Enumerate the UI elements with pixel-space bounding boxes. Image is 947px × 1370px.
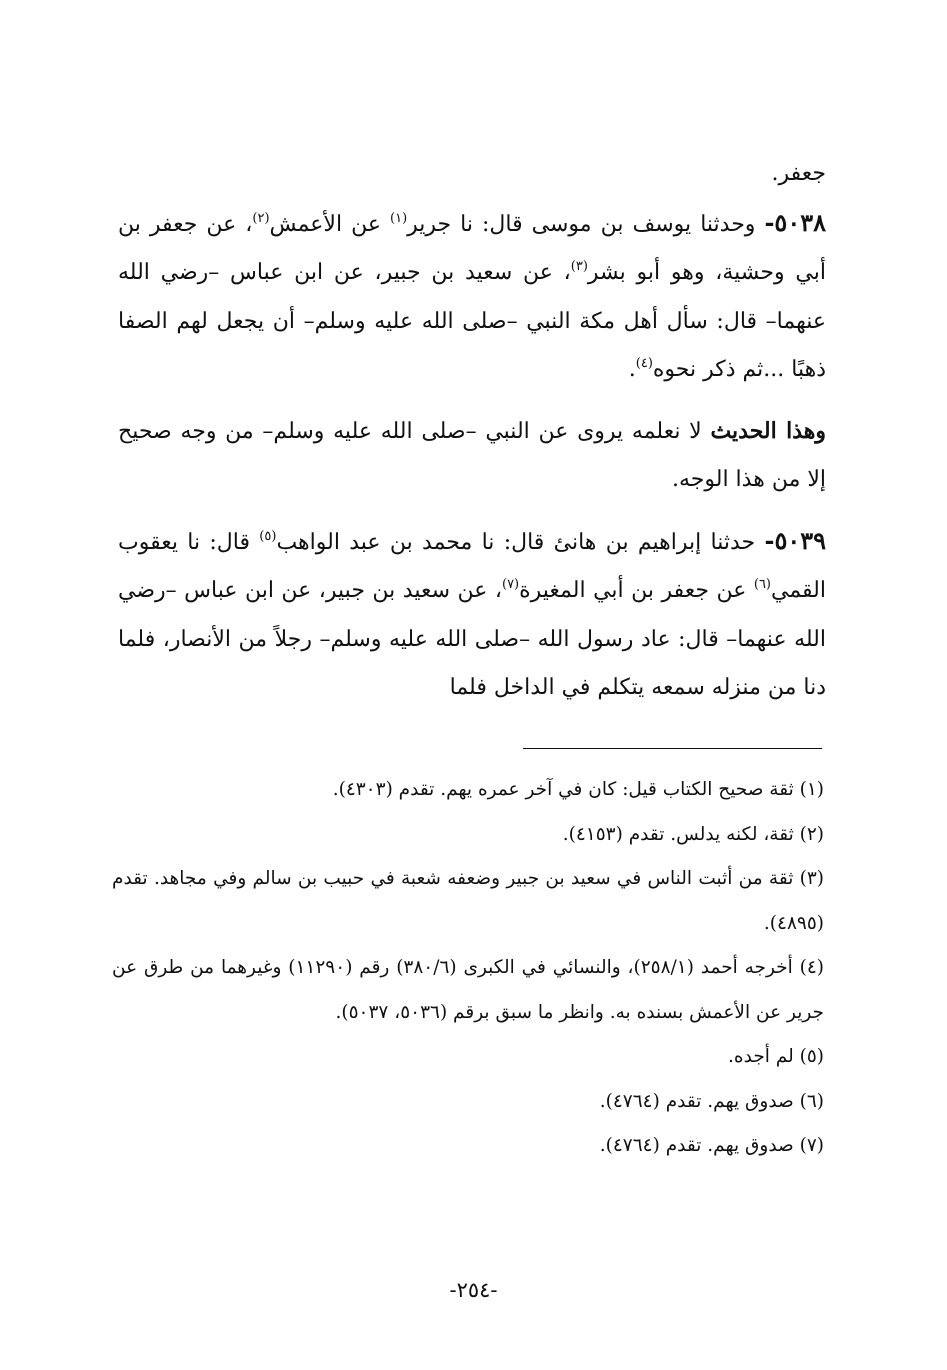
text-segment: ، عن جعفر بن أبي وحشية، وهو أبو بشر (118, 211, 826, 285)
text-segment: عن الأعمش (269, 211, 390, 237)
footnote-divider (523, 748, 822, 749)
hadith-5039 (118, 517, 826, 713)
footnote-2: (٢) ثقة، لكنه يدلس. تقدم (٤١٥٣). (562, 823, 824, 845)
paragraph-continuation: جعفر. (771, 161, 826, 186)
footnote-7: (٧) صدوق يهم. تقدم (٤٧٦٤). (599, 1135, 824, 1156)
footnote-ref-2: (٢) (252, 210, 270, 226)
text-segment: وحدثنا يوسف بن موسى قال: نا جرير (407, 211, 765, 237)
commentary-paragraph (118, 407, 826, 505)
footnotes-list (112, 768, 824, 1169)
hadith-number: ٥٠٣٩- (764, 525, 826, 555)
hadith-number: ٥٠٣٨- (764, 207, 826, 237)
footnote-6: (٦) صدوق يهم. تقدم (٤٧٦٤). (599, 1090, 824, 1112)
text-segment: حدثنا إبراهيم بن هانئ قال: نا محمد بن عبد الواهب (276, 529, 765, 555)
text-segment: ، عن سعيد بن جبير، عن ابن عباس –رضي الله عنهما– قال: سأل أهل مكة النبي –صلى الله عليه وسلم– أن يجعل لهم الصفا ذهبًا ...ثم ذكر نحوه (118, 260, 826, 382)
footnote-ref-6: (٦) (753, 577, 771, 592)
footnote-3: (٣) ثقة من أثبت الناس في سعيد بن جبير وضعفه شعبة في حبيب بن سالم وفي مجاهد. تقدم (٤٨٩٥). (112, 868, 824, 934)
footnote-ref-7: (٧) (501, 577, 520, 592)
main-text (118, 150, 826, 713)
footnote-4: (٤) أخرجه أحمد (٢٥٨/١)، والنسائي في الكبرى (٣٨٠/٦) رقم (١١٢٩٠) وغيرهما من طرق عن جرير عن الأعمش بسنده به. وانظر ما سبق برقم (٥٠٣٦، ٥٠٣٧). (112, 957, 824, 1023)
commentary-lead: وهذا الحديث (710, 417, 826, 444)
text-segment: قال: نا يعقوب القمي (118, 529, 826, 603)
footnote-ref-4: (٤) (635, 356, 653, 371)
text-segment: لا نعلمه يروى عن النبي –صلى الله عليه وسلم– من وجه صحيح إلا من هذا الوجه. (118, 418, 826, 492)
footnote-5: (٥) لم أجده. (728, 1046, 824, 1067)
text-segment: عن جعفر بن أبي المغيرة (519, 578, 754, 603)
footnote-1: (١) ثقة صحيح الكتاب قيل: كان في آخر عمره يهم. تقدم (٤٣٠٣). (332, 779, 824, 800)
hadith-5038 (118, 199, 826, 395)
page-number: -٢٥٤- (449, 1278, 498, 1302)
footnote-ref-5: (٥) (259, 528, 277, 544)
text-segment: ، عن سعيد بن جبير، عن ابن عباس –رضي الله عنهما– قال: عاد رسول الله –صلى الله عليه وسلم– رجلاً من الأنصار، فلما دنا من منزله سمعه يتكلم في الداخل فلما (118, 578, 826, 700)
footnote-ref-1: (١) (390, 210, 408, 226)
text-segment: . (628, 357, 636, 382)
footnote-ref-3: (٣) (570, 259, 588, 274)
